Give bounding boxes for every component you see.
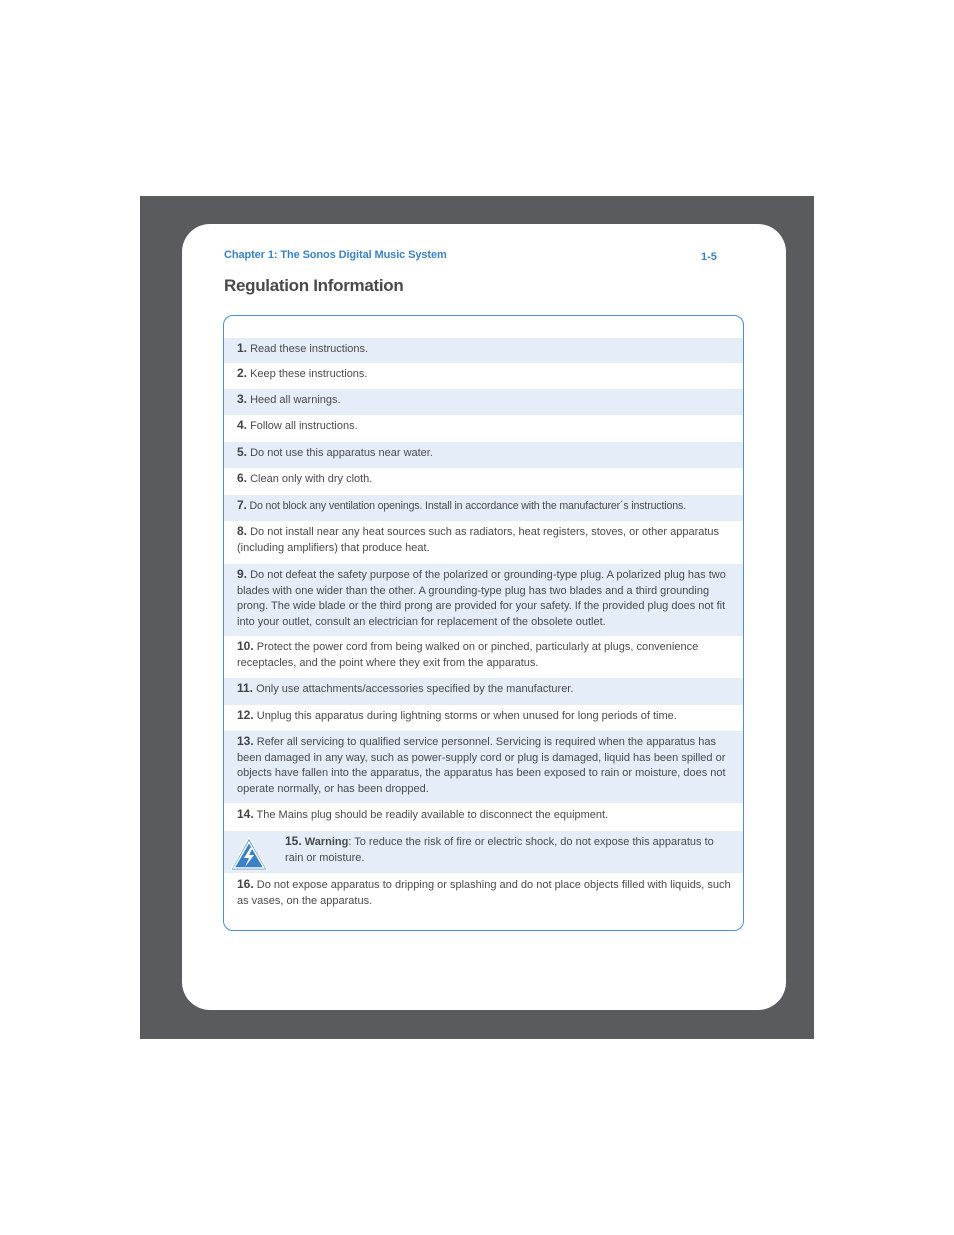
- list-item: [224, 731, 743, 803]
- list-item: [224, 874, 743, 916]
- item-text: Unplug this apparatus during lightning storms or when unused for long periods of time.: [256, 710, 677, 722]
- list-item: [224, 338, 743, 363]
- item-number: 5.: [237, 445, 248, 459]
- item-number: 1.: [237, 341, 248, 355]
- page-title: Regulation Information: [224, 276, 404, 295]
- list-item: [224, 521, 743, 563]
- list-item: [224, 468, 743, 494]
- list-item: [224, 636, 743, 678]
- item-text: Clean only with dry cloth.: [250, 473, 373, 485]
- item-number: 7.: [237, 498, 247, 512]
- item-number: 9.: [237, 567, 248, 581]
- item-text: Protect the power cord from being walked on or pinched, particularly at plugs, convenience receptacles, and the point where they exit from the apparatus.: [237, 641, 699, 669]
- item-number: 6.: [237, 471, 248, 485]
- item-text: Only use attachments/accessories specified by the manufacturer.: [256, 683, 574, 695]
- item-text: Do not expose apparatus to dripping or splashing and do not place objects filled with liquids, such as vases, on the apparatus.: [237, 879, 731, 907]
- item-text: Follow all instructions.: [250, 420, 358, 432]
- page-number: 1-5: [701, 251, 717, 263]
- item-text: Do not defeat the safety purpose of the polarized or grounding-type plug. A polarized plug has two blades with one wider than the other. A grounding-type plug has two blades and a third grounding prong. The wide blade or the third prong are provided for your safety. If the provided plug does not fit into your outlet, consult an electrician for replacement of the obsolete outlet.: [237, 569, 726, 628]
- item-number: 16.: [237, 877, 254, 891]
- item-number: 3.: [237, 392, 248, 406]
- item-number: 12.: [237, 708, 254, 722]
- item-number: 10.: [237, 639, 254, 653]
- item-number: 8.: [237, 524, 248, 538]
- warning-label: Warning: [304, 836, 349, 848]
- item-text: Do not block any ventilation openings. Install in accordance with the manufacturer´s instructions.: [249, 500, 686, 512]
- list-item: [224, 678, 743, 705]
- item-number: 15.: [285, 834, 302, 848]
- list-item: [224, 363, 743, 388]
- item-text: The Mains plug should be readily available to disconnect the equipment.: [256, 809, 609, 821]
- item-text: Refer all servicing to qualified service personnel. Servicing is required when the apparatus has been damaged in any way, such as power-supply cord or plug is damaged, liquid has been spilled or objects have fallen into the apparatus, the apparatus has been exposed to rain or moisture, does not operate normally, or has been dropped.: [237, 736, 726, 795]
- list-item: [224, 564, 743, 636]
- list-item: [224, 442, 743, 468]
- list-item: [224, 705, 743, 731]
- warning-item: [224, 831, 743, 873]
- instructions-box: [223, 315, 744, 931]
- electric-shock-warning-icon: [229, 836, 269, 872]
- list-item: [224, 495, 743, 521]
- item-number: 4.: [237, 418, 248, 432]
- item-text: Do not use this apparatus near water.: [250, 447, 433, 459]
- list-item: [224, 389, 743, 415]
- item-number: 13.: [237, 734, 254, 748]
- item-text: Keep these instructions.: [250, 368, 368, 380]
- item-text: : To reduce the risk of fire or electric shock, do not expose this apparatus to rain or moisture.: [285, 836, 714, 864]
- item-number: 14.: [237, 807, 254, 821]
- item-number: 2.: [237, 366, 248, 380]
- item-text: Read these instructions.: [250, 343, 369, 355]
- chapter-header: Chapter 1: The Sonos Digital Music System: [224, 249, 447, 261]
- item-text: Do not install near any heat sources such as radiators, heat registers, stoves, or other apparatus (including amplifiers) that produce heat.: [237, 526, 720, 554]
- item-number: 11.: [237, 681, 254, 695]
- item-text: Heed all warnings.: [250, 394, 341, 406]
- list-item: [224, 415, 743, 441]
- list-item: [224, 804, 743, 831]
- warning-text: [285, 834, 735, 866]
